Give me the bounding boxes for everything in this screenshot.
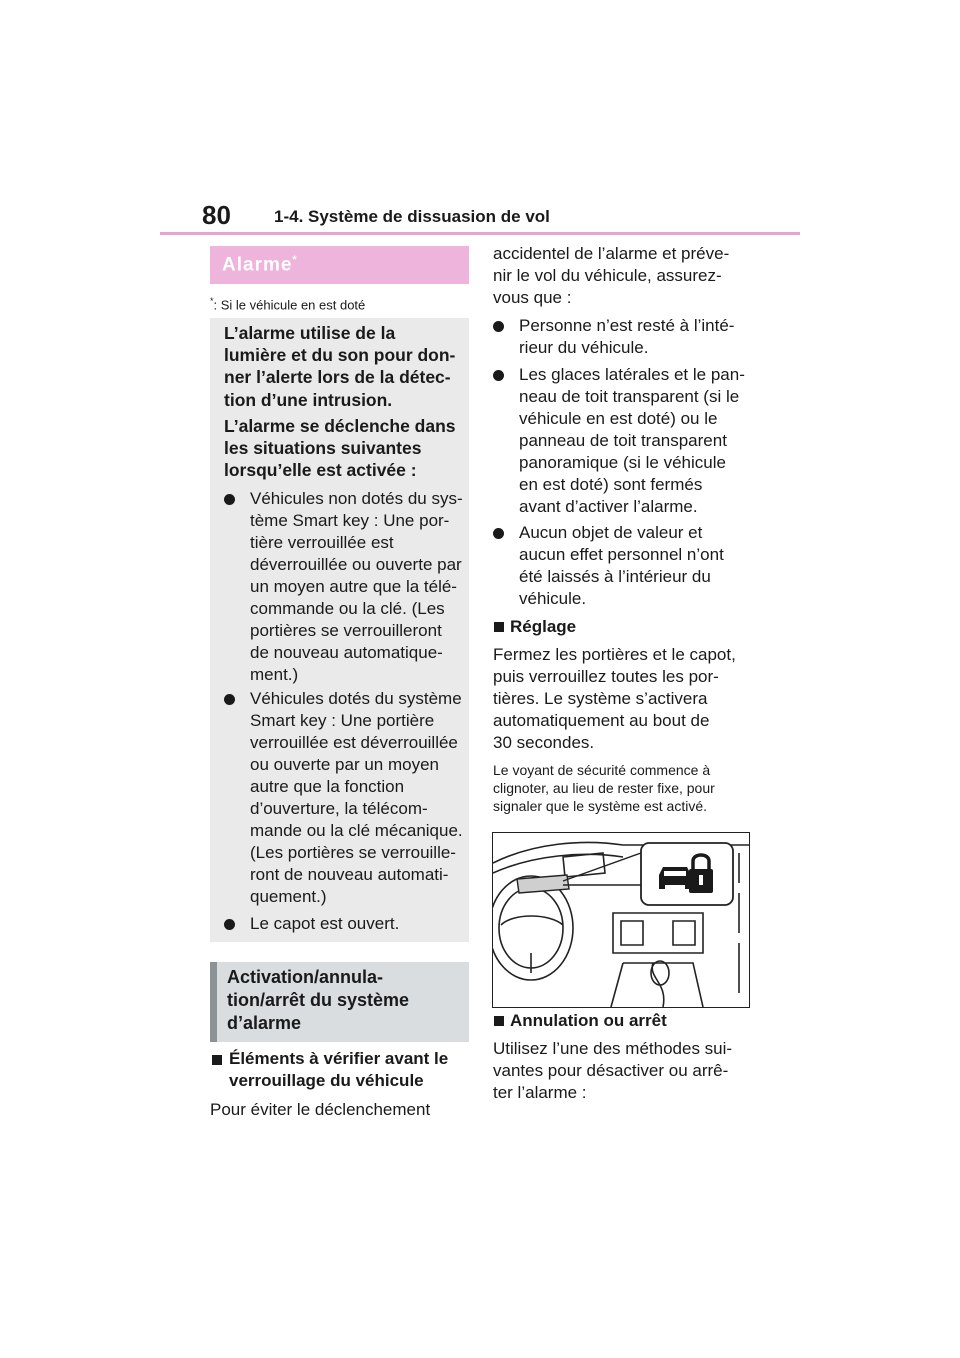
check-lead-right: accidentel de l’alarme et préve- nir le vol du véhicule, assurez- vous que : — [493, 244, 730, 307]
bullet-icon — [493, 528, 504, 539]
cancel-heading: Annulation ou arrêt — [510, 1011, 667, 1030]
cancel-body: Utilisez l’une des méthodes sui- vantes pour désactiver ou arrê- ter l’alarme : — [493, 1039, 733, 1102]
setting-body: Fermez les portières et le capot, puis verrouillez toutes les por- tières. Le système s’activera automatiquement au bout de 30 secondes. — [493, 645, 736, 752]
bullet-icon — [224, 494, 235, 505]
alarm-title: Alarme* — [222, 254, 298, 276]
setting-heading: Réglage — [510, 617, 577, 636]
bullet-icon — [493, 370, 504, 381]
square-bullet-icon — [494, 622, 504, 632]
header-rule — [160, 232, 800, 235]
section-accent-bar — [210, 962, 217, 1042]
intro-paragraph-1: L’alarme utilise de la lumière et du son pour don- ner l’alerte lors de la détec- tion d’une intrusion. — [224, 323, 456, 410]
intro-paragraph-2: L’alarme se déclenche dans les situations suivantes lorsqu’elle est activée : — [224, 416, 456, 481]
check-lead-left: Pour éviter le déclenchement — [210, 1100, 431, 1119]
intro-box: L’alarme utilise de la lumière et du son pour don- ner l’alerte lors de la détec- tion d’une intrusion. L’alarme se déclenche dans les situations suivantes lorsqu’elle est activée : Véhicules non dotés du sys- tème Smart key : Une por- tière verrouillée est déverrouillée ou ouverte par un moyen autre que la télé- commande ou la clé. (Les portières se verrouilleront de nouveau automatique- ment.) Véhicules dotés du système Smart key : Une portière verrouillée est déverrouillée ou ouverte par un moyen autre que la fonction d’ouverture, la télécom- mande ou la clé mécanique. (Les portières se verrouille- ront de nouveau automati- quement.) Le capot est ouvert. — [210, 318, 469, 942]
check-heading: Éléments à vérifier avant le verrouillage du véhicule — [229, 1049, 449, 1091]
square-bullet-icon — [494, 1016, 504, 1026]
section-title: 1-4. Système de dissuasion de vol — [274, 207, 550, 226]
activation-section-title: Activation/annula- tion/arrêt du système d’alarme — [227, 967, 410, 1033]
bullet-icon — [224, 919, 235, 930]
square-bullet-icon — [212, 1055, 222, 1065]
alarm-title-bar — [210, 246, 469, 284]
page-number: 80 — [202, 200, 231, 230]
security-indicator-illustration — [493, 833, 749, 1007]
activation-section-box — [210, 962, 469, 1042]
bullet-icon — [224, 694, 235, 705]
dashboard-illustration — [492, 832, 750, 1008]
footnote: *: Si le véhicule en est doté — [210, 296, 366, 313]
setting-note: Le voyant de sécurité commence à clignoter, au lieu de rester fixe, pour signaler que le système est activé. — [493, 762, 715, 814]
bullet-icon — [493, 321, 504, 332]
